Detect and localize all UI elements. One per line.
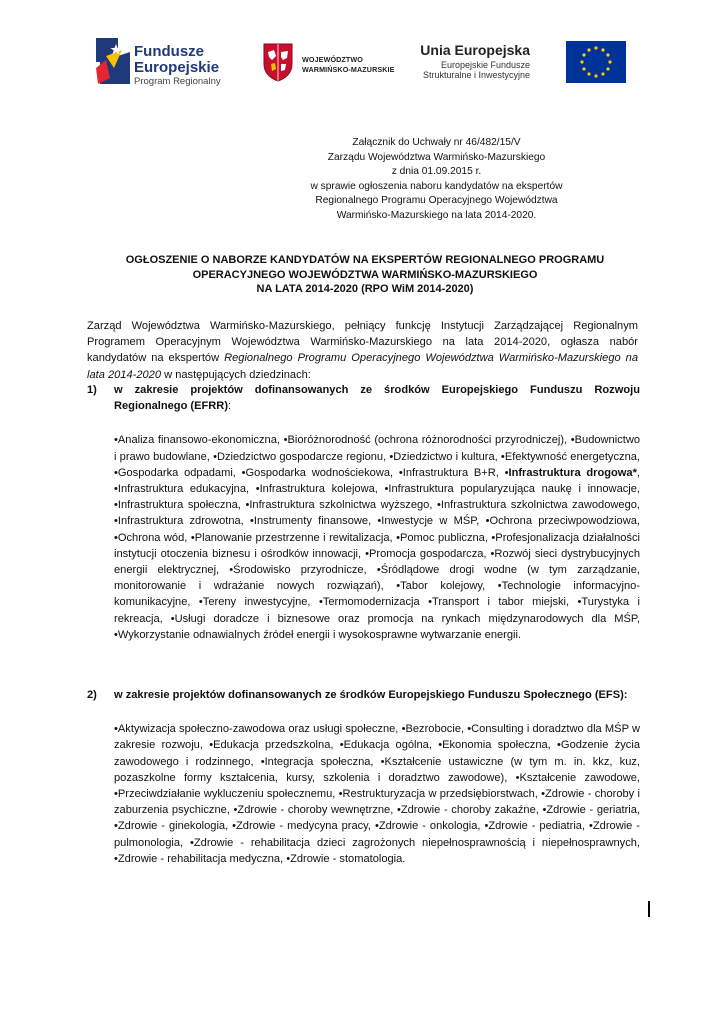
fundusze-europejskie-emblem-icon: [96, 38, 130, 84]
title-line: OGŁOSZENIE O NABORZE KANDYDATÓW NA EKSPERTÓW REGIONALNEGO PROGRAMU: [125, 254, 605, 266]
attachment-line: Załącznik do Uchwały nr 46/482/15/V: [352, 137, 521, 148]
attachment-line: Warmińsko-Mazurskiego na lata 2014-2020.: [336, 209, 537, 221]
ue-logo-title: Unia Europejska: [420, 42, 530, 58]
fe-logo-line1: Fundusze: [134, 43, 204, 60]
section-efrr: [87, 382, 640, 643]
attachment-note: [0, 136, 725, 224]
section-efs: [87, 687, 640, 867]
section-title: w zakresie projektów dofinansowanych ze środków Europejskiego Funduszu Społecznego (EFS):: [114, 689, 628, 701]
fe-logo-line2: Europejskie: [134, 58, 220, 76]
section-heading: [87, 382, 640, 414]
wm-logo-line1: WOJEWÓDZTWO: [302, 55, 363, 64]
attachment-line: Regionalnego Programu Operacyjnego Województwa: [315, 195, 558, 207]
efrr-fields-bold: Infrastruktura drogowa*: [508, 466, 637, 479]
intro-text-1: Zarząd Województwa Warmińsko-Mazurskiego, pełniący funkcję Instytucji Zarządzającej Regionalnym Programem Operacyjnym Województwa Warmińsko-Mazurskiego na lata 2014-2020, ogłasza nabór kandydatów na ekspertów: [87, 320, 638, 365]
header-logos: [0, 34, 725, 94]
section-body: [114, 432, 640, 643]
section-title-text: w zakresie projektów dofinansowanych ze środków Europejskiego Funduszu Rozwoju Regionalnego (EFRR): [114, 384, 640, 413]
section-title: [114, 382, 640, 414]
fundusze-europejskie-logo: [96, 38, 226, 90]
ue-logo-line1: Europejskie Fundusze: [440, 60, 530, 71]
attachment-line: w sprawie ogłoszenia naboru kandydatów na ekspertów: [310, 180, 563, 192]
intro-program-name: Regionalnego Programu Operacyjnego Województwa Warmińsko-Mazurskiego na lata 2014-2020: [87, 352, 638, 381]
unia-europejska-logo: [420, 38, 630, 90]
attachment-line: z dnia 01.09.2015 r.: [391, 166, 482, 178]
warminsko-mazurskie-logo: [262, 38, 412, 90]
text-cursor: [648, 901, 650, 917]
section-body: •Aktywizacja społeczno-zawodowa oraz usługi społeczne, •Bezrobocie, •Consulting i doradztwo dla MŚP w zakresie rozwoju, •Edukacja przedszkolna, •Edukacja ogólna, •Ekonomia społeczna, •Godzenie życia zawodowego i rodzinnego, •Integracja społeczna, •Kształcenie ustawiczne (w tym m. in. kkz, kuz, pozaszkolne formy kształcenia, kursy, szkolenia i doradztwo zawodowe), •Kształcenie zawodowe, •Przeciwdziałanie wykluczeniu społecznemu, •Restrukturyzacja w przedsiębiorstwach, •Zdrowie - choroby i zaburzenia psychiczne, •Zdrowie - choroby wewnętrzne, •Zdrowie - choroby zakaźne, •Zdrowie - geriatria, •Zdrowie - ginekologia, •Zdrowie - medycyna pracy, •Zdrowie - onkologia, •Zdrowie - pediatria, •Zdrowie - pulmonologia, •Zdrowie - rehabilitacja dzieci zagrożonych niepełnosprawnością i niepełnosprawnych, •Zdrowie - rehabilitacja medyczna, •Zdrowie - stomatologia.: [114, 723, 640, 865]
intro-paragraph: [87, 318, 638, 383]
fe-logo-line3: Program Regionalny: [134, 75, 221, 87]
coat-of-arms-icon: [262, 42, 294, 82]
eu-flag-icon: [566, 41, 626, 83]
efrr-fields-part1: •Analiza finansowo-ekonomiczna, •Bioróżnorodność (ochrona różnorodności przyrodniczej), •Budownictwo i prawo budowlane, •Dziedzictwo gospodarcze regionu, •Dziedzictwo i kultura, •Efektywność energetyczna, •Gospodarka odpadami, •Gospodarka wodnościekowa, •Infrastruktura B+R, •: [114, 434, 640, 479]
intro-text-2: w następujących dziedzinach:: [161, 368, 311, 381]
ue-logo-line2: Strukturalne i Inwestycyjne: [422, 70, 530, 81]
section-heading: [87, 687, 640, 703]
section-title-suffix: :: [228, 400, 232, 413]
wm-logo-line2: WARMIŃSKO-MAZURSKIE: [302, 64, 395, 74]
efrr-fields-part2: , •Infrastruktura edukacyjna, •Infrastruktura kolejowa, •Infrastruktura popularyzująca naukę i innowacje, •Infrastruktura społeczna, •Infrastruktura szkolnictwa wyższego, •Infrastruktura szkolnictwa zawodowego, •Infrastruktura zdrowotna, •Instrumenty finansowe, •Inwestycje w MŚP, •Ochrona przeciwpowodziowa, •Ochrona wód, •Planowanie przestrzenne i rewitalizacja, •Pomoc publiczna, •Profesjonalizacja działalności instytucji otoczenia biznesu i ośrodków innowacji, •Promocja gospodarcza, •Rozwój sieci dystrybucyjnych energii elektrycznej, •Środowisko przyrodnicze, •Śródlądowe drogi wodne (w tym zarządzanie, monitorowanie i wdrażanie nowych rozwiązań), •Tabor kolejowy, •Technologie informacyjno-komunikacyjne, •Tereny inwestycyjne, •Termomodernizacja •Transport i tabor miejski, •Turystyka i rekreacja, •Usługi doradcze i biznesowe oraz promocja na rynkach międzynarodowych dla MŚP, •Wykorzystanie odnawialnych źródeł energii i wysokosprawne wytwarzanie energii.: [114, 466, 640, 641]
title-line: NA LATA 2014-2020 (RPO WiM 2014-2020): [256, 283, 474, 296]
attachment-line: Zarządu Województwa Warmińsko-Mazurskiego: [327, 151, 546, 163]
section-number: 1): [87, 384, 97, 396]
title-line: OPERACYJNEGO WOJEWÓDZTWA WARMIŃSKO-MAZURSKIEGO: [192, 268, 538, 281]
section-number: 2): [87, 689, 97, 701]
announcement-title: [85, 253, 645, 297]
